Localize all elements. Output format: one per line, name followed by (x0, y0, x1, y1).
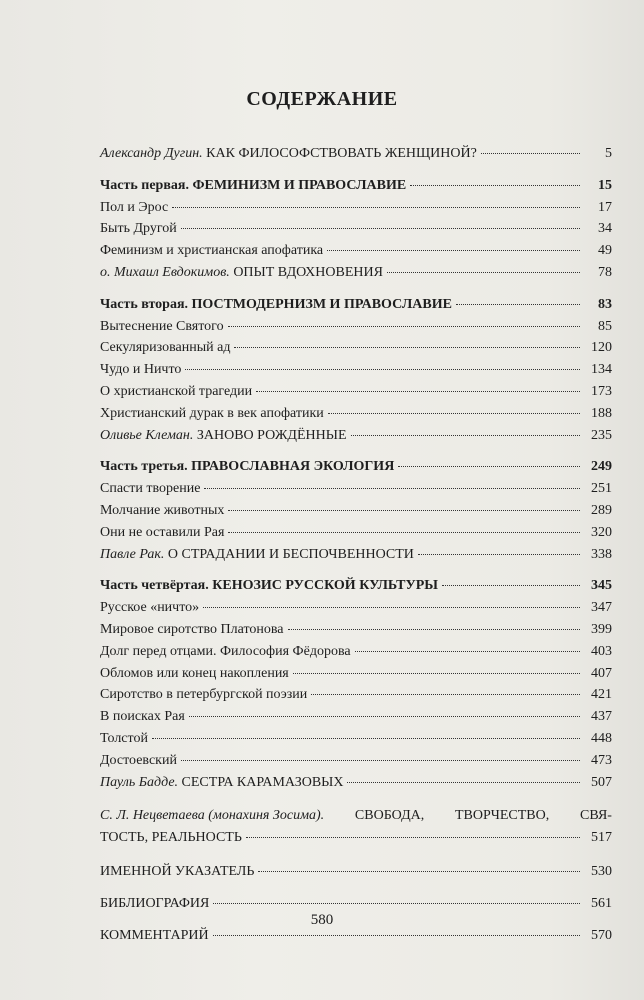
page-number: 5 (605, 146, 612, 161)
table-of-contents (100, 146, 612, 950)
toc-entry-intro[interactable] (100, 146, 612, 168)
toc-entry-essay[interactable]: Оливье Клеман. ЗАНОВО РОЖДЁННЫЕ 235 (100, 427, 612, 443)
entry-title: КАК ФИЛОСОФСТВОВАТЬ ЖЕНЩИНОЙ? (202, 146, 477, 161)
toc-entry[interactable]: Сиротство в петербургской поэзии 421 (100, 687, 612, 703)
toc-entry[interactable]: Достоевский 473 (100, 752, 612, 768)
toc-entry-bibliography[interactable]: БИБЛИОГРАФИЯ 561 (100, 895, 612, 911)
toc-entry[interactable]: Долг перед отцами. Философия Фёдорова 403 (100, 643, 612, 659)
dot-leader (481, 153, 580, 154)
toc-entry[interactable]: Обломов или конец накопления 407 (100, 665, 612, 681)
dot-leader (410, 185, 580, 186)
toc-entry-essay[interactable]: о. Михаил Евдокимов. ОПЫТ ВДОХНОВЕНИЯ 78 (100, 264, 612, 280)
toc-entry-essay[interactable]: Пауль Бадде. СЕСТРА КАРАМАЗОВЫХ 507 (100, 774, 612, 790)
toc-entry[interactable]: О христианской трагедии 173 (100, 383, 612, 399)
toc-entry[interactable]: Спасти творение 251 (100, 481, 612, 497)
toc-entry[interactable]: Мировое сиротство Платонова 399 (100, 621, 612, 637)
entry-author: С. Л. Нецветаева (монахиня Зосима). (100, 808, 325, 824)
toc-entry-commentary[interactable]: КОММЕНТАРИЙ 570 (100, 927, 612, 943)
toc-entry[interactable]: Молчание животных 289 (100, 502, 612, 518)
part-title: Часть первая. ФЕМИНИЗМ И ПРАВОСЛАВИЕ (100, 177, 407, 193)
toc-entry[interactable]: Быть Другой 34 (100, 221, 612, 237)
toc-entry-closing[interactable]: С. Л. Нецветаева (монахиня Зосима). СВОБОДА, ТВОРЧЕСТВО, СВЯ- ТОСТЬ, РЕАЛЬНОСТЬ 517 (100, 808, 612, 846)
page-number: 15 (598, 177, 612, 193)
toc-entry-index[interactable]: ИМЕННОЙ УКАЗАТЕЛЬ 530 (100, 864, 612, 880)
toc-entry[interactable]: Чудо и Ничто 134 (100, 362, 612, 378)
part-heading-4[interactable]: Часть четвёртая. КЕНОЗИС РУССКОЙ КУЛЬТУРЫ 345 (100, 578, 612, 594)
toc-entry[interactable]: Пол и Эрос 17 (100, 199, 612, 215)
toc-entry[interactable]: Феминизм и христианская апофатика 49 (100, 243, 612, 259)
page-number-footer: 580 (310, 912, 334, 928)
toc-entry[interactable]: Русское «ничто» 347 (100, 600, 612, 616)
toc-entry[interactable]: Христианский дурак в век апофатики 188 (100, 405, 612, 421)
part-heading-3[interactable]: Часть третья. ПРАВОСЛАВНАЯ ЭКОЛОГИЯ 249 (100, 459, 612, 475)
toc-entry[interactable]: Вытеснение Святого 85 (100, 318, 612, 334)
entry-author: Александр Дугин. (100, 146, 203, 161)
toc-entry[interactable]: Толстой 448 (100, 730, 612, 746)
toc-entry[interactable]: Секуляризованный ад 120 (100, 340, 612, 356)
part-heading-1[interactable] (100, 178, 612, 200)
part-heading-2[interactable]: Часть вторая. ПОСТМОДЕРНИЗМ И ПРАВОСЛАВИЕ 83 (100, 296, 612, 312)
toc-entry[interactable]: В поисках Рая 437 (100, 709, 612, 725)
toc-entry[interactable]: Они не оставили Рая 320 (100, 524, 612, 540)
toc-entry-essay[interactable]: Павле Рак. О СТРАДАНИИ И БЕСПОЧВЕННОСТИ 338 (100, 546, 612, 562)
page-title: СОДЕРЖАНИЕ (246, 88, 398, 110)
